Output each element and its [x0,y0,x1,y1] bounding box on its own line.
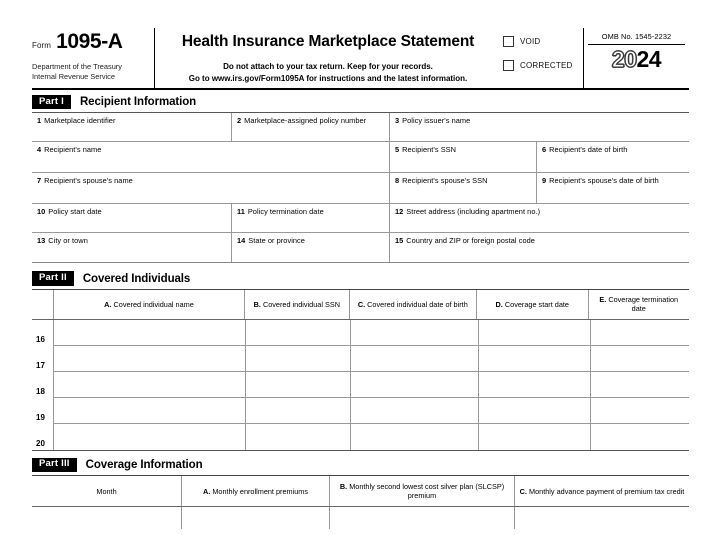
table-row [32,142,689,173]
cell-month[interactable] [32,507,182,529]
column-header-advance-payment-ptc [515,476,689,506]
field-label: Policy issuer's name [402,116,471,126]
cell-coverage-termination-date[interactable] [591,372,689,398]
field-recipient-dob[interactable] [537,142,689,172]
part1-banner [32,95,689,109]
field-street-address[interactable] [390,204,689,232]
part2-header-row [32,289,689,320]
cell-covered-individual-name[interactable] [54,372,246,398]
cell-covered-individual-name[interactable] [54,346,246,372]
field-label: Recipient's date of birth [549,145,628,155]
cell-coverage-start-date[interactable] [479,346,591,372]
field-policy-number[interactable] [232,113,390,141]
field-number: 4 [37,145,42,155]
part1-title: Recipient Information [79,96,197,109]
table-row [32,113,689,142]
void-checkbox[interactable] [503,36,514,47]
column-letter: C. [357,299,366,309]
tax-year-century: 20 [611,46,637,72]
page-title: Health Insurance Marketplace Statement [181,33,475,50]
field-recipient-name[interactable] [32,142,390,172]
part1-table [32,112,689,263]
field-label: Recipient's spouse's name [44,176,133,186]
field-policy-issuer-name[interactable] [390,113,689,141]
field-label: State or province [248,236,305,246]
form-1095a [32,28,689,529]
tax-year-digits: 24 [636,46,662,72]
omb-number: OMB No. 1545-2232 [588,32,685,45]
status-checkbox-group [497,28,583,88]
field-spouse-name[interactable] [32,173,390,203]
table-row [32,173,689,204]
table-row [32,507,689,529]
field-label: Marketplace-assigned policy number [244,116,367,126]
field-number: 5 [395,145,400,155]
column-label: Covered individual date of birth [367,299,468,309]
form-title-block [154,28,497,88]
cell-covered-individual-ssn[interactable] [246,372,351,398]
cell-covered-individual-name[interactable] [54,424,246,450]
agency-line-2: Internal Revenue Service [32,71,115,81]
cell-covered-individual-ssn[interactable] [246,320,351,346]
column-letter: A. [104,299,112,309]
field-label: Policy start date [48,207,102,217]
column-header-slcsp-premium [330,476,515,506]
part3-tag: Part III [32,458,77,472]
column-header-rownum [32,290,54,319]
part3-body [32,507,689,529]
table-row [32,320,689,346]
cell-coverage-termination-date[interactable] [591,320,689,346]
field-label: Country and ZIP or foreign postal code [406,236,535,246]
column-label: Monthly advance payment of premium tax credit [529,486,685,496]
field-number: 10 [37,207,46,217]
part2-table [32,289,689,451]
cell-coverage-start-date[interactable] [479,398,591,424]
agency-line-1: Department of the Treasury [32,62,122,71]
void-label: VOID [520,37,541,46]
field-number: 3 [395,116,400,126]
row-number-cell [32,398,54,424]
form-number-line [32,28,148,52]
part3-header-row [32,475,689,507]
part3-title: Coverage Information [85,459,203,472]
corrected-checkbox-row[interactable] [503,60,583,71]
row-number: 20 [36,438,45,448]
field-label: Street address (including apartment no.) [406,207,541,217]
row-number-cell [32,372,54,398]
table-row [32,346,689,372]
cell-slcsp-premium[interactable] [330,507,515,529]
table-row [32,424,689,450]
table-row [32,398,689,424]
column-letter: E. [599,294,607,304]
cell-coverage-termination-date[interactable] [591,346,689,372]
column-label: Monthly second lowest cost silver plan (SLCSP) premium [349,481,505,501]
field-number: 14 [237,236,246,246]
table-row [32,233,689,262]
part2-title: Covered Individuals [82,272,191,285]
field-spouse-ssn[interactable] [390,173,537,203]
cell-covered-individual-dob[interactable] [351,372,479,398]
field-number: 6 [542,145,547,155]
column-header-coverage-termination-date [589,290,689,319]
column-header-coverage-start-date [477,290,589,319]
row-number: 17 [36,360,45,370]
table-row [32,204,689,233]
part3-table [32,475,689,529]
cell-coverage-termination-date[interactable] [591,398,689,424]
field-policy-start-date[interactable] [32,204,232,232]
column-letter: B. [253,299,261,309]
field-label: Policy termination date [247,207,324,217]
form-number: 1095-A [56,30,123,53]
row-number-cell [32,320,54,346]
part2-banner [32,271,689,285]
cell-covered-individual-dob[interactable] [351,346,479,372]
part2-body [32,320,689,451]
cell-advance-payment-ptc[interactable] [515,507,689,529]
field-label: Marketplace identifier [44,116,116,126]
cell-covered-individual-ssn[interactable] [246,346,351,372]
row-number: 16 [36,334,45,344]
column-letter: D. [495,299,503,309]
field-city-or-town[interactable] [32,233,232,262]
cell-coverage-start-date[interactable] [479,320,591,346]
field-label: Recipient's spouse's date of birth [549,176,659,186]
form-identity-block [32,28,154,88]
field-number: 7 [37,176,42,186]
field-number: 11 [237,207,245,217]
field-number: 13 [37,236,46,246]
field-number: 1 [37,116,42,126]
part2-tag: Part II [32,271,74,285]
form-header [32,28,689,90]
field-number: 2 [237,116,242,126]
column-label: Covered individual SSN [262,299,341,309]
tax-year [588,48,685,71]
cell-covered-individual-dob[interactable] [351,398,479,424]
field-label: Recipient's SSN [402,145,457,155]
column-header-monthly-enrollment-premiums [182,476,330,506]
column-label: Covered individual name [113,299,194,309]
field-number: 9 [542,176,547,186]
cell-covered-individual-ssn[interactable] [246,424,351,450]
field-state-or-province[interactable] [232,233,390,262]
column-label: Monthly enrollment premiums [212,486,309,496]
row-number: 19 [36,412,45,422]
column-header-covered-individual-name [54,290,245,319]
column-label: Coverage termination date [608,294,679,314]
instruction-line-2: Go to www.irs.gov/Form1095A for instructions and the latest information. [188,73,468,83]
field-spouse-dob[interactable] [537,173,689,203]
cell-covered-individual-name[interactable] [54,398,246,424]
cell-covered-individual-dob[interactable] [351,320,479,346]
form-instructions [165,61,491,84]
cell-covered-individual-ssn[interactable] [246,398,351,424]
column-letter: B. [339,481,348,491]
field-policy-termination-date[interactable] [232,204,390,232]
field-label: Recipient's name [44,145,102,155]
issuing-agency [32,62,148,82]
field-number: 15 [395,236,404,246]
row-number-cell [32,346,54,372]
cell-coverage-start-date[interactable] [479,424,591,450]
field-number: 8 [395,176,400,186]
form-word-label: Form [32,41,52,50]
column-header-month [32,476,182,506]
column-letter: C. [519,486,527,496]
corrected-label: CORRECTED [520,61,573,70]
cell-covered-individual-name[interactable] [54,320,246,346]
part3-banner [32,458,689,472]
row-number-cell [32,424,54,450]
void-checkbox-row[interactable] [503,36,583,47]
field-label: City or town [48,236,88,246]
cell-covered-individual-dob[interactable] [351,424,479,450]
field-recipient-ssn[interactable] [390,142,537,172]
part1-tag: Part I [32,95,71,109]
field-number: 12 [395,207,404,217]
row-number: 18 [36,386,45,396]
column-label: Coverage start date [504,299,569,309]
corrected-checkbox[interactable] [503,60,514,71]
column-header-covered-individual-dob [350,290,477,319]
field-country-and-zip[interactable] [390,233,689,262]
cell-coverage-termination-date[interactable] [591,424,689,450]
table-row [32,372,689,398]
column-label: Month [96,486,117,496]
column-letter: A. [202,486,211,496]
cell-coverage-start-date[interactable] [479,372,591,398]
instruction-line-1: Do not attach to your tax return. Keep for your records. [223,62,433,72]
field-marketplace-identifier[interactable] [32,113,232,141]
column-header-covered-individual-ssn [245,290,350,319]
field-label: Recipient's spouse's SSN [402,176,488,186]
cell-monthly-enrollment-premiums[interactable] [182,507,330,529]
omb-block [583,28,689,88]
